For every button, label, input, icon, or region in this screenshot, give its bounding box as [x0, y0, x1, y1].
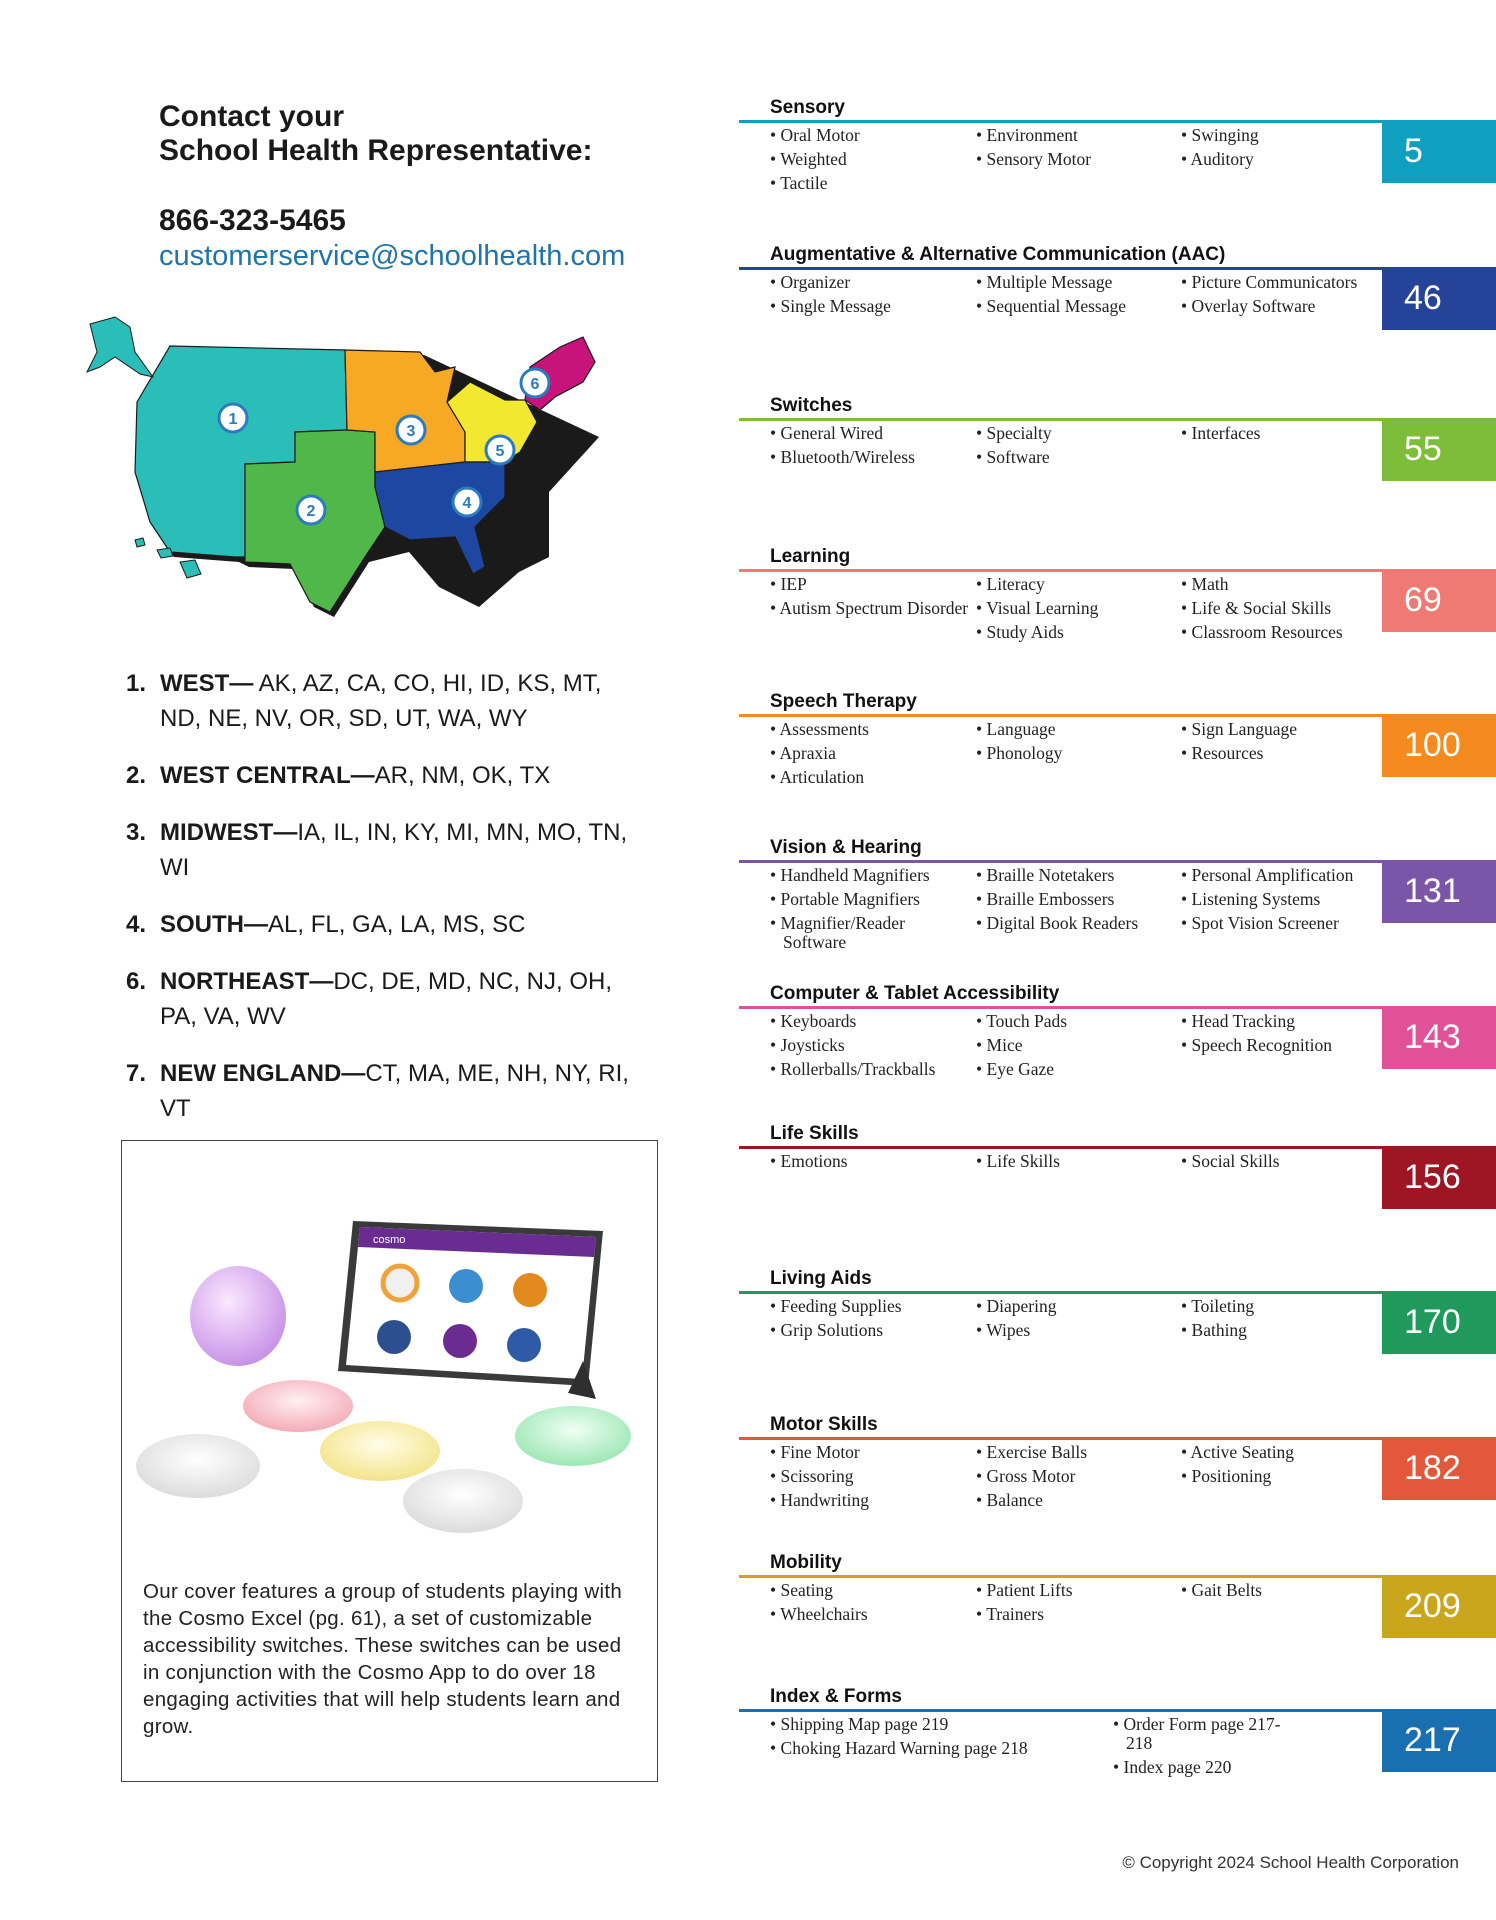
category-item[interactable]: • Choking Hazard Warning page 218	[770, 1739, 1100, 1758]
category-item[interactable]: • Gait Belts	[1181, 1581, 1381, 1600]
category-item[interactable]: • Eye Gaze	[976, 1060, 1176, 1079]
svg-text:3: 3	[406, 423, 416, 440]
category-title: Mobility	[770, 1552, 842, 1573]
cover-description: Our cover features a group of students playing with the Cosmo Excel (pg. 61), a set of customizable accessibility switches. These switches can be used in conjunction with the Cosmo App to do over 18 engaging activities that will help students learn and grow.	[143, 1580, 623, 1738]
category-column	[1181, 1152, 1381, 1176]
category-item[interactable]: • Organizer	[770, 273, 970, 292]
svg-text:2: 2	[306, 503, 316, 520]
category-item[interactable]: • Bathing	[1181, 1321, 1381, 1340]
category-column	[1181, 720, 1381, 768]
svg-text:1: 1	[228, 411, 238, 428]
category-item[interactable]: • Joysticks	[770, 1036, 970, 1055]
category-title: Index & Forms	[770, 1686, 902, 1707]
category-column	[1181, 1012, 1381, 1060]
phone-number[interactable]: 866-323-5465	[159, 204, 346, 237]
category-item[interactable]: • Assessments	[770, 720, 970, 739]
category-item[interactable]: • Emotions	[770, 1152, 970, 1171]
category-item[interactable]: • Study Aids	[976, 623, 1176, 642]
category-column	[976, 1012, 1176, 1084]
region-item: 7. NEW ENGLAND—CT, MA, ME, NH, NY, RI, VT	[126, 1060, 629, 1122]
category-item[interactable]: • Grip Solutions	[770, 1321, 970, 1340]
copyright-notice: © Copyright 2024 School Health Corporation	[1122, 1853, 1459, 1872]
category-column	[770, 1715, 1100, 1763]
category-item[interactable]: • Sequential Message	[976, 297, 1176, 316]
contact-heading-line2: School Health Representative:	[159, 134, 593, 167]
category-column	[1181, 1297, 1381, 1345]
category-item[interactable]: • Head Tracking	[1181, 1012, 1381, 1031]
category-column	[770, 1012, 970, 1084]
category-item[interactable]: • Auditory	[1181, 150, 1381, 169]
category-column	[770, 720, 970, 792]
region-list	[126, 666, 646, 1148]
category-item[interactable]: • Environment	[976, 126, 1176, 145]
category-item[interactable]: • Seating	[770, 1581, 970, 1600]
category-column	[770, 1443, 970, 1515]
category-item[interactable]: • Braille Embossers	[976, 890, 1176, 909]
category-item[interactable]: • Toileting	[1181, 1297, 1381, 1316]
category-column	[976, 273, 1176, 321]
category-column	[976, 1297, 1176, 1345]
category-title: Vision & Hearing	[770, 837, 922, 858]
category-item[interactable]: • Listening Systems	[1181, 890, 1381, 909]
category-item[interactable]: • Wheelchairs	[770, 1605, 970, 1624]
map-label-2	[297, 496, 325, 524]
category-title: Computer & Tablet Accessibility	[770, 983, 1060, 1004]
category-column	[1181, 1443, 1381, 1491]
category-item[interactable]: • Fine Motor	[770, 1443, 970, 1462]
category-column	[1181, 126, 1381, 174]
map-label-4	[453, 488, 481, 516]
category-item[interactable]: • Picture Communicators	[1181, 273, 1381, 292]
category-column	[1181, 575, 1381, 647]
category-column	[976, 720, 1176, 768]
category-page-tab[interactable]: 55	[1382, 418, 1496, 481]
category-item[interactable]: • Spot Vision Screener	[1181, 914, 1381, 933]
map-label-3	[397, 416, 425, 444]
tablet-image	[338, 1221, 603, 1399]
category-item[interactable]: • Shipping Map page 219	[770, 1715, 1100, 1734]
category-title: Augmentative & Alternative Communication (AAC)	[770, 244, 1226, 265]
category-title: Learning	[770, 546, 851, 567]
map-label-5	[486, 436, 514, 464]
category-title: Speech Therapy	[770, 691, 917, 712]
category-item[interactable]: • Wipes	[976, 1321, 1176, 1340]
category-column	[976, 575, 1176, 647]
category-page-tab[interactable]: 143	[1382, 1006, 1496, 1069]
category-item[interactable]: • Order Form page 217-218	[1113, 1715, 1293, 1753]
category-title: Motor Skills	[770, 1414, 878, 1435]
region-item: 2. WEST CENTRAL—AR, NM, OK, TX	[126, 762, 551, 789]
white-switch-right-image	[403, 1469, 523, 1533]
category-title: Life Skills	[770, 1123, 859, 1144]
contact-heading-line1: Contact your	[159, 100, 345, 133]
category-column	[1181, 1581, 1381, 1605]
category-page-tab[interactable]: 69	[1382, 569, 1496, 632]
category-item[interactable]: • Mice	[976, 1036, 1176, 1055]
category-column	[770, 1297, 970, 1345]
category-item[interactable]: • Positioning	[1181, 1467, 1381, 1486]
map-region-alaska	[87, 317, 153, 377]
category-item[interactable]: • Gross Motor	[976, 1467, 1176, 1486]
category-item[interactable]: • Language	[976, 720, 1176, 739]
category-item[interactable]: • Classroom Resources	[1181, 623, 1381, 642]
category-column	[770, 575, 970, 623]
white-switch-left-image	[136, 1434, 260, 1498]
category-item[interactable]: • Overlay Software	[1181, 297, 1381, 316]
category-column	[1181, 866, 1381, 938]
category-item[interactable]: • Tactile	[770, 174, 970, 193]
category-column	[976, 1152, 1176, 1176]
category-column	[1181, 424, 1381, 448]
category-item[interactable]: • Sign Language	[1181, 720, 1381, 739]
category-item[interactable]: • Digital Book Readers	[976, 914, 1176, 933]
category-item[interactable]: • Resources	[1181, 744, 1381, 763]
category-column	[976, 126, 1176, 174]
us-region-map	[75, 312, 655, 642]
category-page-tab[interactable]: 131	[1382, 860, 1496, 923]
contact-heading	[159, 100, 679, 168]
map-label-6	[521, 369, 549, 397]
category-item[interactable]: • Scissoring	[770, 1467, 970, 1486]
category-item[interactable]: • Personal Amplification	[1181, 866, 1381, 885]
category-page-tab[interactable]: 100	[1382, 714, 1496, 777]
svg-text:6: 6	[530, 376, 540, 393]
category-column	[976, 1581, 1176, 1629]
category-item[interactable]: • Rollerballs/Trackballs	[770, 1060, 970, 1079]
category-item[interactable]: • Phonology	[976, 744, 1176, 763]
category-item[interactable]: • Exercise Balls	[976, 1443, 1176, 1462]
green-switch-image	[515, 1406, 631, 1466]
category-item[interactable]: • Balance	[976, 1491, 1176, 1510]
region-item: 3. MIDWEST—IA, IL, IN, KY, MI, MN, MO, TN, WI	[126, 819, 628, 881]
category-item[interactable]: • Articulation	[770, 768, 970, 787]
category-column	[770, 1152, 970, 1176]
category-column	[976, 1443, 1176, 1515]
category-page-tab[interactable]: 5	[1382, 120, 1496, 183]
email-link[interactable]: customerservice@schoolhealth.com	[159, 240, 626, 272]
category-item[interactable]: • Specialty	[976, 424, 1176, 443]
category-item[interactable]: • Speech Recognition	[1181, 1036, 1381, 1055]
svg-text:5: 5	[495, 443, 505, 460]
category-item[interactable]: • General Wired	[770, 424, 970, 443]
category-item[interactable]: • Social Skills	[1181, 1152, 1381, 1171]
category-page-tab[interactable]: 156	[1382, 1146, 1496, 1209]
category-item[interactable]: • Software	[976, 448, 1176, 467]
category-item[interactable]: • Trainers	[976, 1605, 1176, 1624]
category-column	[976, 866, 1176, 938]
category-page-tab[interactable]: 170	[1382, 1291, 1496, 1354]
purple-switch-image	[190, 1266, 286, 1366]
pink-switch-image	[243, 1380, 353, 1432]
region-item: 1. WEST— AK, AZ, CA, CO, HI, ID, KS, MT, ND, NE, NV, OR, SD, UT, WA, WY	[126, 670, 602, 732]
category-title: Switches	[770, 395, 853, 416]
category-item[interactable]: • Apraxia	[770, 744, 970, 763]
category-page-tab[interactable]: 209	[1382, 1575, 1496, 1638]
category-item[interactable]: • Patient Lifts	[976, 1581, 1176, 1600]
category-item[interactable]: • Sensory Motor	[976, 150, 1176, 169]
map-label-1	[219, 404, 247, 432]
category-item[interactable]: • Weighted	[770, 150, 970, 169]
category-item[interactable]: • Swinging	[1181, 126, 1381, 145]
category-column	[1181, 273, 1381, 321]
category-item[interactable]: • Literacy	[976, 575, 1176, 594]
category-item[interactable]: • Feeding Supplies	[770, 1297, 970, 1316]
category-column	[770, 273, 970, 321]
category-column	[770, 126, 970, 198]
category-item[interactable]: • Visual Learning	[976, 599, 1176, 618]
category-title: Sensory	[770, 97, 845, 118]
region-item: 4. SOUTH—AL, FL, GA, LA, MS, SC	[126, 911, 526, 938]
category-item[interactable]: • Touch Pads	[976, 1012, 1176, 1031]
category-item[interactable]: • IEP	[770, 575, 970, 594]
category-item[interactable]: • Life Skills	[976, 1152, 1176, 1171]
category-item[interactable]: • Active Seating	[1181, 1443, 1381, 1462]
category-item[interactable]: • Keyboards	[770, 1012, 970, 1031]
svg-text:4: 4	[462, 495, 472, 512]
category-item[interactable]: • Handwriting	[770, 1491, 970, 1510]
category-column	[976, 424, 1176, 472]
category-column	[770, 424, 970, 472]
category-item[interactable]: • Magnifier/Reader Software	[770, 914, 970, 952]
category-item[interactable]: • Interfaces	[1181, 424, 1381, 443]
category-title: Living Aids	[770, 1268, 872, 1289]
category-item[interactable]: • Math	[1181, 575, 1381, 594]
category-column	[1113, 1715, 1293, 1782]
category-page-tab[interactable]: 217	[1382, 1709, 1496, 1772]
cover-feature-box	[121, 1140, 658, 1782]
category-column	[770, 1581, 970, 1629]
category-item[interactable]: • Braille Notetakers	[976, 866, 1176, 885]
category-item[interactable]: • Single Message	[770, 297, 970, 316]
yellow-switch-image	[320, 1421, 440, 1481]
category-item[interactable]: • Index page 220	[1113, 1758, 1293, 1777]
category-page-tab[interactable]: 182	[1382, 1437, 1496, 1500]
category-item[interactable]: • Oral Motor	[770, 126, 970, 145]
category-column	[770, 866, 970, 957]
svg-text:cosmo: cosmo	[373, 1234, 406, 1246]
category-item[interactable]: • Handheld Magnifiers	[770, 866, 970, 885]
region-item: 6. NORTHEAST—DC, DE, MD, NC, NJ, OH, PA, VA, WV	[126, 968, 613, 1030]
category-item[interactable]: • Life & Social Skills	[1181, 599, 1381, 618]
category-item[interactable]: • Diapering	[976, 1297, 1176, 1316]
category-item[interactable]: • Portable Magnifiers	[770, 890, 970, 909]
category-item[interactable]: • Multiple Message	[976, 273, 1176, 292]
category-item[interactable]: • Autism Spectrum Disorder	[770, 599, 970, 618]
category-page-tab[interactable]: 46	[1382, 267, 1496, 330]
category-item[interactable]: • Bluetooth/Wireless	[770, 448, 970, 467]
